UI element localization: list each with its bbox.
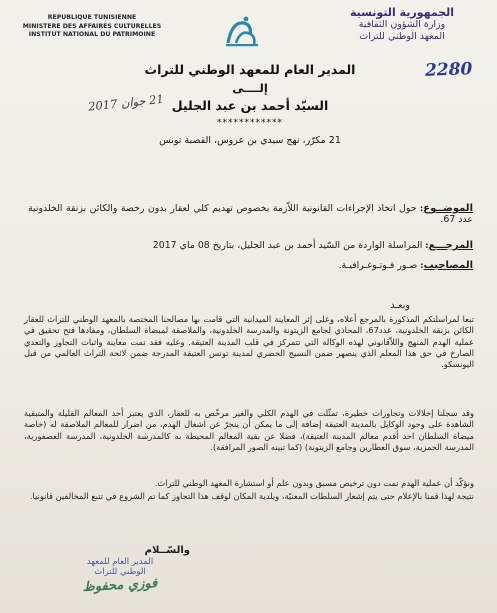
subject-label: الموضــوع — [423, 203, 473, 214]
header-left-line-3: INSTITUT NATIONAL DU PATRIMOINE — [28, 31, 156, 38]
header-right-line-1: الجمهورية التونسية — [349, 6, 455, 19]
header-left-french — [8, 14, 176, 40]
address-block — [100, 63, 400, 148]
stamp-line-2: الوطني للتراث — [94, 567, 146, 577]
stamp-line-1: المدير العام للمعهد — [86, 557, 154, 567]
address-separator: ************ — [217, 118, 283, 128]
attachments-text: صـور فـوتـوغـرافيـة. — [338, 260, 418, 271]
body-paragraph-2: وقد سجلنا إخلالات وتجاوزات خطيرة، تمثّلت في الهدم الكلي والغير مرخّص به للعقار، الذي يعتبر أحد المعالم القليلة والمتبقية الشاهدة على وجود الوكايل بالمدينة العتيقة إضافة إلى ما يمكن أن ينجرّ عن اشغال الهدم، من اضرار للمعالم الملاصقة له (خاصة ميضاة السلطان احد أقدم معالم المدينة العتيقة)، فضلا عن بقية المعالم المحيطة به كالمدرسة الخلدونية، المدرسة العصفورية، المدرسة الحمزية، سوق العطارين وجامع الزيتونة) (كما تبينه الصور المرافقة). — [24, 408, 474, 452]
recipient-line: السيّد أحمد بن عبد الجليل — [171, 98, 329, 113]
signature-stamp — [40, 557, 200, 609]
subject-section: الموضــوع: حول اتخاذ الإجراءات القانونية اللاّزمة بخصوص تهديم كلي لعقار بدون رخصة والكائن بزنقة الخلدونية عدد 67. — [28, 203, 473, 226]
to-line: إلــــى — [232, 81, 268, 95]
institute-logo — [222, 13, 262, 51]
subject-text: حول اتخاذ الإجراءات القانونية اللاّزمة بخصوص تهديم كلي لعقار بدون رخصة والكائن بزنقة الخلدونية عدد 67. — [28, 203, 473, 226]
handwritten-date: 21 جوان 2017 — [87, 91, 165, 114]
reference-number: 2280 — [424, 59, 473, 81]
header-left-line-2: MINISTERE DES AFFAIRES CULTURELLES — [22, 22, 162, 30]
body-paragraph-3: ونؤكّد أن عملية الهدم تمت دون ترخيص مسبق وبدون علم أو استشارة المعهد الوطني للتراث. — [154, 478, 474, 488]
body-paragraph-4: نتيجة لهذا قمنا بالإعلام حتى يتم إشعار السلطات المعنيّة، وبلدية المكان لوقف هذا التجاوز كما تم الشروع في تتبع المخالفين قانونيا. — [29, 491, 474, 501]
reference-section: المرجـــع: المراسلة الواردة من السّيد أحمد بن عبد الجليل، بتاريخ 08 ماي 2017 — [152, 240, 473, 251]
reference-label: المرجـــع — [428, 240, 473, 251]
reference-text: المراسلة الواردة من السّيد أحمد بن عبد الجليل، بتاريخ 08 ماي 2017 — [152, 240, 423, 251]
header-right-arabic — [322, 7, 482, 43]
recipient-address: 21 مكرّر، نهج سيدي بن عروس، القصبة تونس — [159, 135, 341, 146]
header-right-line-2: وزارة الشؤون الثقافية — [358, 19, 446, 30]
sender-line: المدير العام للمعهد الوطني للتراث — [144, 62, 356, 77]
signature-name: فوزي محفوظ — [82, 576, 158, 595]
closing-salutation: والسّــلام — [144, 545, 190, 556]
body-paragraph-1: تبعا لمراسلتكم المذكورة بالمرجع أعلاه، وعلى إثر المعاينة الميدانية التي قامت بها مصالحنا المختصة بالمعهد الوطني للتراث للعقار الكائن بزنقة الخلدونية، عدد67، المحاذي لجامع الزيتونة والمدرسة الخلدونية، والملاصقة لميضاة السلطان، ومفادها فتح تحقيق في عملية الهدم المنهج واللاّقانوني لهذه الوكالة التي تتمركز في قلب المدينة العتيقة. وعليه فقد تمت معاينة واثبات التجاوز والتعدي الصارخ في حق هذا المعلم الذي ينصهر ضمن النسيج الحضري لمدينة تونس العتيقة المدرجة ضمن لائحة التراث العالمي من قبل اليونسكو. — [24, 314, 474, 370]
attachments-label: المصاحيب — [423, 260, 473, 271]
header-right-line-3: المعهد الوطني للتراث — [359, 31, 445, 42]
opening-word: وبعـد — [390, 300, 410, 311]
header-left-line-1: REPUBLIQUE TUNISIENNE — [47, 14, 137, 21]
attachments-section: المصاحيب: صـور فـوتـوغـرافيـة. — [338, 260, 473, 271]
